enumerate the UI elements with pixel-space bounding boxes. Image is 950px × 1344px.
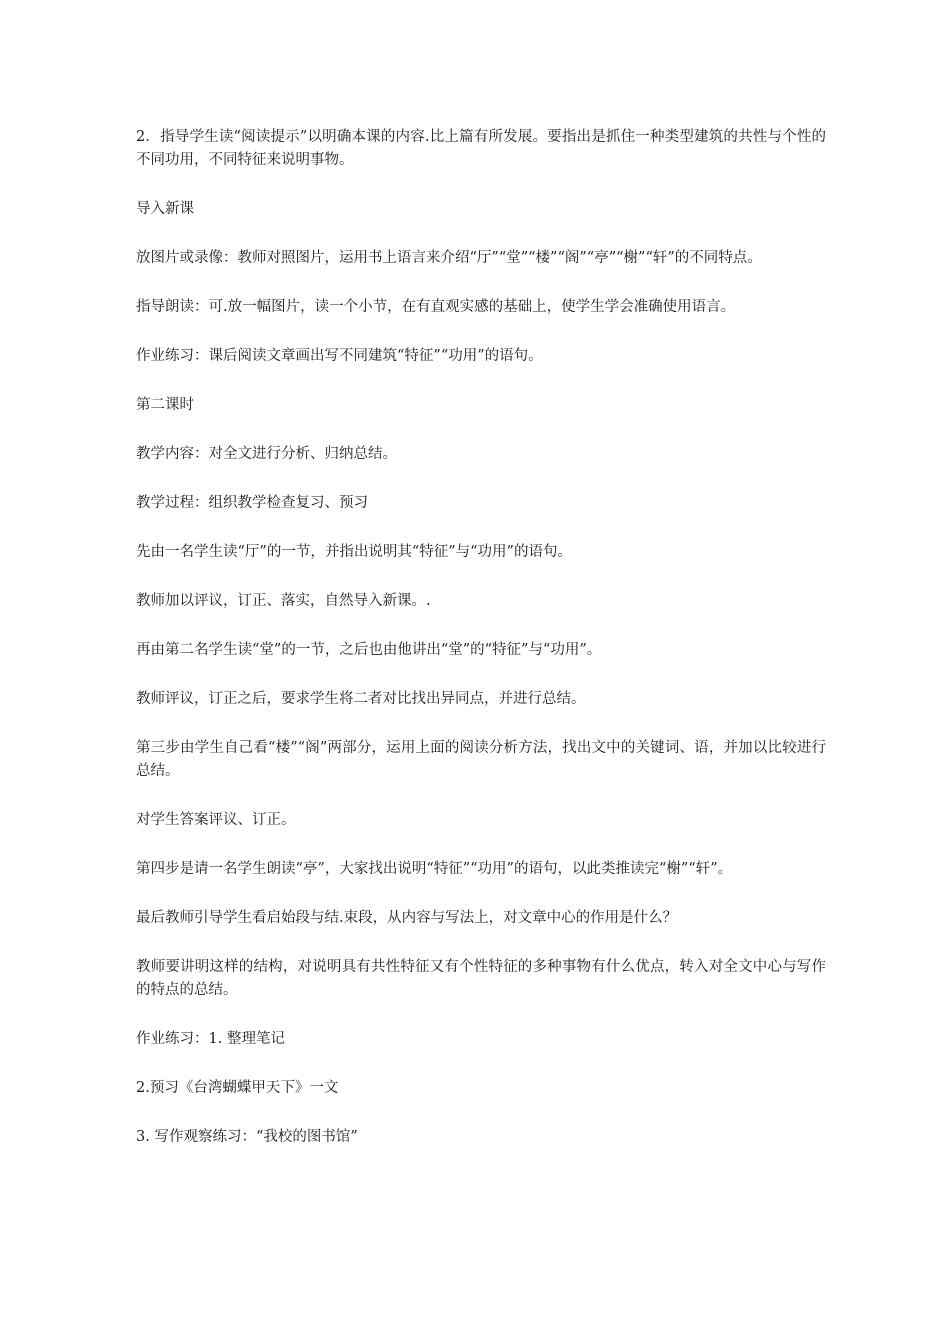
paragraph-final-guidance: 最后教师引导学生看启始段与结.束段，从内容与写法上，对文章中心的作用是什么？ bbox=[136, 910, 678, 926]
paragraph-step-four: 第四步是请一名学生朗读“亭”，大家找出说明“特征”“功用”的语句，以此类推读完“榭”“轩”。 bbox=[136, 861, 733, 877]
paragraph-teaching-process: 教学过程：组织教学检查复习、预习 bbox=[136, 495, 368, 511]
paragraph-teaching-content: 教学内容：对全文进行分析、归纳总结。 bbox=[136, 446, 397, 462]
paragraph-teacher-comment: 教师加以评议，订正、落实，自然导入新课。. bbox=[136, 593, 431, 609]
paragraph-first-student: 先由一名学生读“厅”的一节，并指出说明其“特征”与“功用”的语句。 bbox=[136, 544, 572, 560]
paragraph-intro-heading: 导入新课 bbox=[136, 201, 194, 217]
paragraph-reading-guide: 2．指导学生读“阅读提示”以明确本课的内容.比上篇有所发展。要指出是抓住一种类型建筑的共性与个性的不同功用，不同特征来说明事物。 bbox=[136, 129, 826, 168]
paragraph-second-lesson: 第二课时 bbox=[136, 397, 194, 413]
paragraph-guided-reading: 指导朗读：可.放一幅图片，读一个小节，在有直观实感的基础上，使学生学会准确使用语言。 bbox=[136, 299, 736, 315]
paragraph-homework-notes: 作业练习：1. 整理笔记 bbox=[136, 1031, 285, 1047]
paragraph-answer-review: 对学生答案评议、订正。 bbox=[136, 812, 296, 828]
document-body bbox=[136, 126, 826, 1175]
paragraph-step-three: 第三步由学生自己看“楼”“阁”两部分，运用上面的阅读分析方法，找出文中的关键词、语，并加以比较进行总结。 bbox=[136, 740, 826, 779]
paragraph-homework-writing: 3. 写作观察练习：“我校的图书馆” bbox=[136, 1129, 358, 1145]
paragraph-teacher-review: 教师评议，订正之后，要求学生将二者对比找出异同点，并进行总结。 bbox=[136, 691, 586, 707]
paragraph-homework-preview: 2.预习《台湾蝴蝶甲天下》一文 bbox=[136, 1080, 339, 1096]
paragraph-structure-summary: 教师要讲明这样的结构，对说明具有共性特征又有个性特征的多种事物有什么优点，转入对全文中心与写作的特点的总结。 bbox=[136, 959, 826, 998]
paragraph-homework-1: 作业练习：课后阅读文章画出写不同建筑“特征”“功用”的语句。 bbox=[136, 348, 543, 364]
paragraph-show-pictures: 放图片或录像：教师对照图片，运用书上语言来介绍“厅”“堂”“楼”“阁”“亭”“榭”“轩”的不同特点。 bbox=[136, 250, 762, 266]
paragraph-second-student: 再由第二名学生读“堂”的一节，之后也由他讲出“堂”的“特征”与“功用”。 bbox=[136, 642, 602, 658]
